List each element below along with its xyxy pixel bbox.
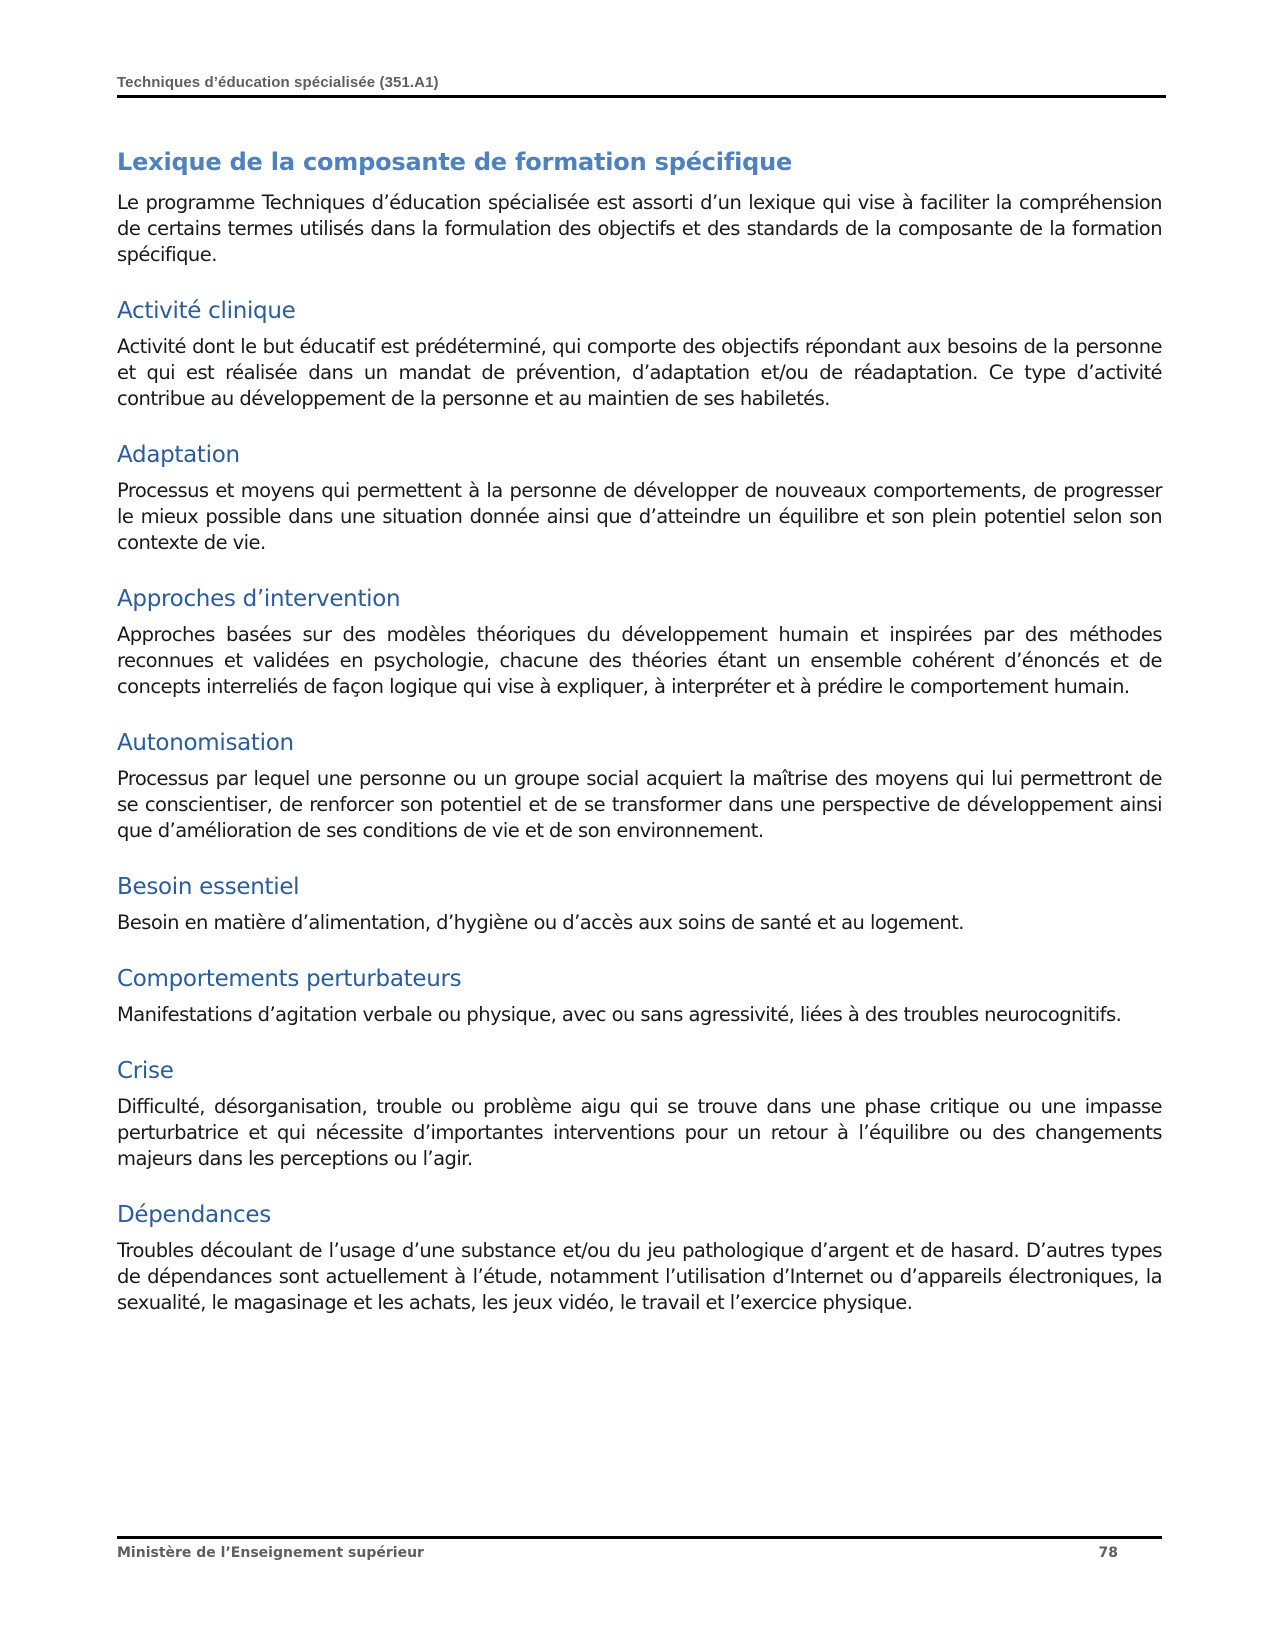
lexicon-entry (117, 730, 1162, 844)
lexicon-entry (117, 1058, 1162, 1172)
lexicon-entry (117, 1202, 1162, 1316)
term-heading: Activité clinique (117, 298, 296, 324)
program-name: Techniques d’éducation spécialisée (351.A1) (117, 74, 439, 91)
page-footer (117, 1536, 1162, 1561)
page-title: Lexique de la composante de formation spécifique (117, 148, 793, 176)
lexicon-entry (117, 586, 1162, 700)
term-definition: Difficulté, désorganisation, trouble ou problème aigu qui se trouve dans une phase critique ou une impasse perturbatrice et qui nécessite d’importantes interventions pour un retour à l’équilibre ou des changements majeurs dans les perceptions ou l’agir. (117, 1095, 1162, 1170)
term-heading: Adaptation (117, 442, 240, 468)
lexicon-entry (117, 966, 1162, 1028)
main-content (117, 148, 1162, 1316)
term-definition: Approches basées sur des modèles théoriques du développement humain et inspirées par des méthodes reconnues et validées en psychologie, chacune des théories étant un ensemble cohérent d’énoncés et de concepts interreliés de façon logique qui vise à expliquer, à interpréter et à prédire le comportement humain. (117, 623, 1162, 698)
term-heading: Crise (117, 1058, 174, 1084)
lexicon-entry (117, 442, 1162, 556)
term-heading: Autonomisation (117, 730, 294, 756)
page-number: 78 (1098, 1545, 1118, 1561)
term-definition: Processus et moyens qui permettent à la personne de développer de nouveaux comportements, de progresser le mieux possible dans une situation donnée ainsi que d’atteindre un équilibre et son plein potentiel selon son contexte de vie. (117, 479, 1162, 554)
term-heading: Approches d’intervention (117, 586, 401, 612)
term-heading: Comportements perturbateurs (117, 966, 462, 992)
lexicon-entry (117, 874, 1162, 936)
term-definition: Processus par lequel une personne ou un groupe social acquiert la maîtrise des moyens qui lui permettront de se conscientiser, de renforcer son potentiel et de se transformer dans une perspective de développement ainsi que d’amélioration de ses conditions de vie et de son environnement. (117, 767, 1162, 842)
term-heading: Dépendances (117, 1202, 271, 1228)
lexicon-entry (117, 298, 1162, 412)
term-definition: Besoin en matière d’alimentation, d’hygiène ou d’accès aux soins de santé et au logement. (117, 911, 964, 934)
term-heading: Besoin essentiel (117, 874, 300, 900)
term-definition: Activité dont le but éducatif est prédéterminé, qui comporte des objectifs répondant aux besoins de la personne et qui est réalisée dans un mandat de prévention, d’adaptation et/ou de réadaptation. Ce type d’activité contribue au développement de la personne et au maintien de ses habiletés. (117, 335, 1162, 410)
term-definition: Troubles découlant de l’usage d’une substance et/ou du jeu pathologique d’argent et de hasard. D’autres types de dépendances sont actuellement à l’étude, notamment l’utilisation d’Internet ou d’appareils électroniques, la sexualité, le magasinage et les achats, les jeux vidéo, le travail et l’exercice physique. (117, 1239, 1162, 1314)
page-header (117, 74, 1166, 98)
intro-paragraph: Le programme Techniques d’éducation spécialisée est assorti d’un lexique qui vise à faciliter la compréhension de certains termes utilisés dans la formulation des objectifs et des standards de la composante de la formation spécifique. (117, 191, 1162, 266)
ministry-name: Ministère de l’Enseignement supérieur (117, 1545, 424, 1561)
term-definition: Manifestations d’agitation verbale ou physique, avec ou sans agressivité, liées à des troubles neurocognitifs. (117, 1003, 1122, 1026)
